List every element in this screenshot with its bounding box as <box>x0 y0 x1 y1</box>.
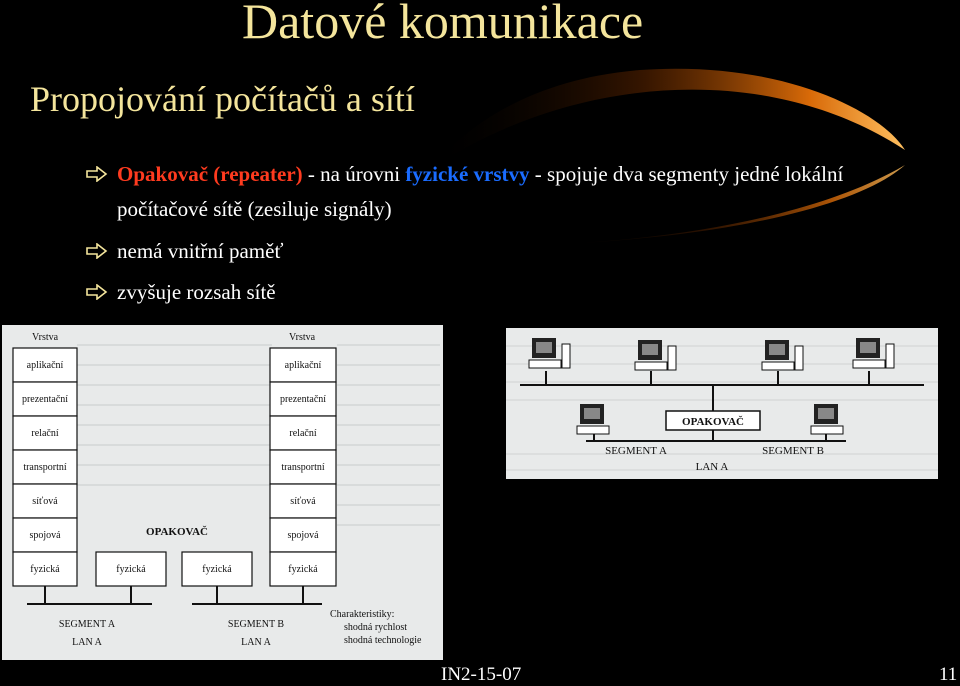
layer-label: spojová <box>29 530 61 541</box>
repeater-topology-diagram <box>506 328 938 479</box>
layer-label: aplikační <box>26 360 64 371</box>
slide-subtitle: Propojování počítačů a sítí <box>30 79 415 119</box>
layer-label: relační <box>31 428 59 439</box>
bullet-term-physical-layer: fyzické vrstvy <box>405 162 530 186</box>
characteristic-item: shodná rychlost <box>344 622 408 633</box>
characteristic-item: shodná technologie <box>344 635 422 646</box>
bullet-arrow-icon <box>86 284 108 300</box>
layer-label: relační <box>289 428 317 439</box>
segment-b-label: SEGMENT B <box>227 619 285 630</box>
bullet-text: - na úrovni <box>302 162 406 186</box>
repeater-layer-diagram <box>2 325 443 660</box>
bullet-no-memory: nemá vnitřní paměť <box>117 239 284 263</box>
segment-a-label: SEGMENT A <box>605 445 667 457</box>
stack-header-left: Vrstva <box>32 332 59 343</box>
layer-label: fyzická <box>288 564 318 575</box>
layer-label: síťová <box>32 496 58 507</box>
bullet-arrow-icon <box>86 166 108 182</box>
bullet-range: zvyšuje rozsah sítě <box>117 280 276 304</box>
bullet-repeater <box>117 162 843 187</box>
bullet-arrow-icon <box>86 243 108 259</box>
footer-course-code: IN2-15-07 <box>441 664 522 685</box>
page-number: 11 <box>939 664 958 685</box>
layer-label: transportní <box>23 462 67 473</box>
segment-a-label: SEGMENT A <box>58 619 116 630</box>
stack-header-right: Vrstva <box>289 332 316 343</box>
layer-label: spojová <box>287 530 319 541</box>
layer-label: prezentační <box>279 394 327 405</box>
layer-label: síťová <box>290 496 316 507</box>
segment-b-label: SEGMENT B <box>762 445 824 457</box>
repeater-label: OPAKOVAČ <box>146 526 208 538</box>
lan-label: LAN A <box>72 637 102 648</box>
bullet-term-repeater: Opakovač (repeater) <box>117 162 303 186</box>
layer-label: aplikační <box>284 360 322 371</box>
repeater-layer-label: fyzická <box>116 564 146 575</box>
repeater-label: OPAKOVAČ <box>682 416 744 428</box>
lan-label: LAN A <box>241 637 271 648</box>
layer-label: prezentační <box>21 394 69 405</box>
bullet-text: - spojuje dva segmenty jedné lokální <box>529 162 844 186</box>
bullet-repeater-line2: počítačové sítě (zesiluje signály) <box>117 197 392 221</box>
layer-label: transportní <box>281 462 325 473</box>
layer-label: fyzická <box>30 564 60 575</box>
characteristics-title: Charakteristiky: <box>330 609 395 620</box>
slide-title: Datové komunikace <box>242 0 644 49</box>
lan-label: LAN A <box>695 461 729 473</box>
repeater-layer-label: fyzická <box>202 564 232 575</box>
